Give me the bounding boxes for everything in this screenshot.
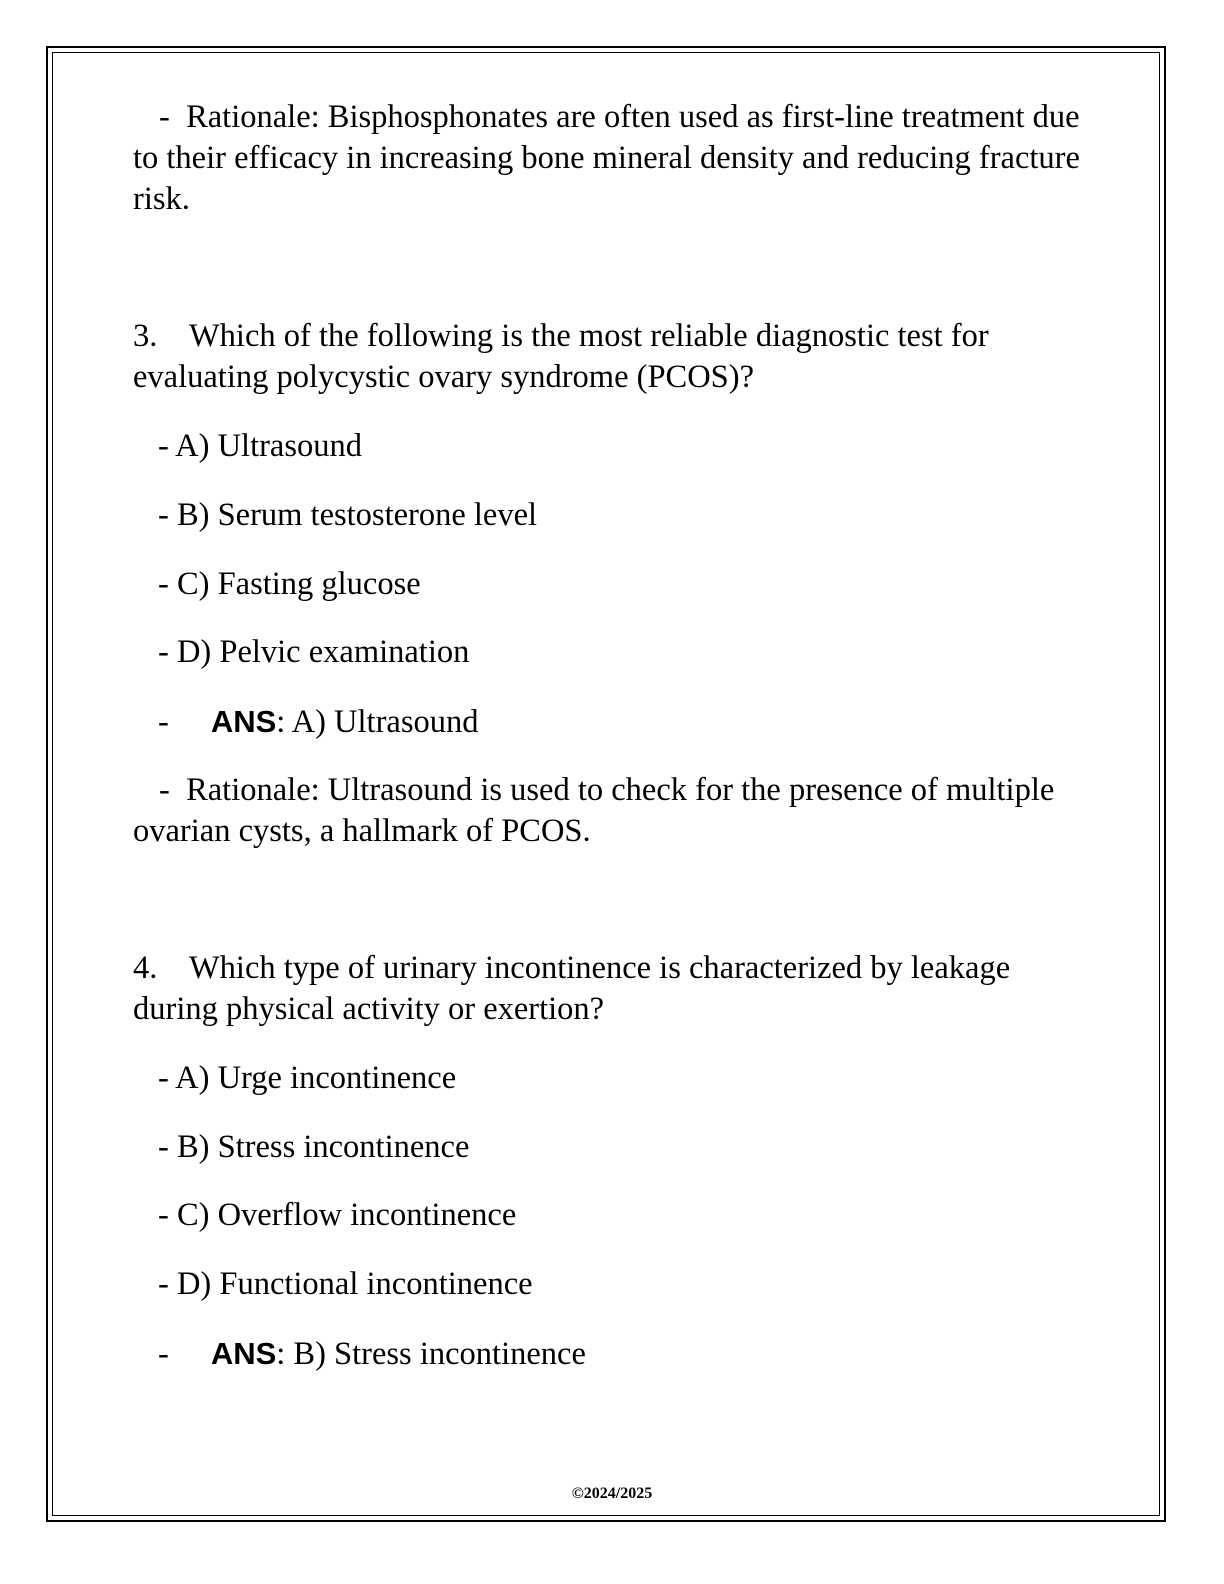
rationale-text: Rationale: Bisphosphonates are often used as first-line treatment due to their efficacy in increasing bone mineral density and reducing fracture risk. bbox=[133, 99, 1080, 217]
rationale-dash: - bbox=[159, 99, 170, 135]
q3-answer bbox=[158, 701, 479, 743]
answer-label: ANS bbox=[210, 1336, 277, 1371]
question-text: Which of the following is the most reliable diagnostic test for evaluating polycystic ovary syndrome (PCOS)? bbox=[133, 318, 989, 395]
q3-option-d: - D) Pelvic examination bbox=[158, 634, 470, 670]
answer-value: : A) Ultrasound bbox=[276, 704, 479, 740]
rationale-text: Rationale: Ultrasound is used to check for the presence of multiple ovarian cysts, a hallmark of PCOS. bbox=[133, 772, 1055, 849]
rationale-dash: - bbox=[159, 772, 170, 808]
q4-option-c: - C) Overflow incontinence bbox=[158, 1197, 517, 1233]
question-3 bbox=[133, 316, 1093, 398]
q4-answer bbox=[158, 1333, 586, 1375]
copyright-footer: ©2024/2025 bbox=[571, 1485, 653, 1502]
rationale-bisphosphonates bbox=[133, 97, 1093, 220]
q3-rationale bbox=[133, 770, 1093, 852]
question-number: 4. bbox=[133, 950, 158, 986]
q3-option-b: - B) Serum testosterone level bbox=[158, 497, 538, 533]
question-text: Which type of urinary incontinence is characterized by leakage during physical activity or exertion? bbox=[133, 950, 1011, 1027]
question-4 bbox=[133, 948, 1093, 1030]
answer-dash: - bbox=[158, 704, 169, 740]
q4-option-b: - B) Stress incontinence bbox=[158, 1129, 470, 1165]
q4-option-d: - D) Functional incontinence bbox=[158, 1266, 533, 1302]
q4-option-a: - A) Urge incontinence bbox=[158, 1060, 457, 1096]
q3-option-a: - A) Ultrasound bbox=[158, 428, 362, 464]
answer-label: ANS bbox=[210, 704, 277, 739]
q3-option-c: - C) Fasting glucose bbox=[158, 566, 421, 602]
question-number: 3. bbox=[133, 318, 158, 354]
answer-value: : B) Stress incontinence bbox=[276, 1336, 586, 1372]
answer-dash: - bbox=[158, 1336, 169, 1372]
